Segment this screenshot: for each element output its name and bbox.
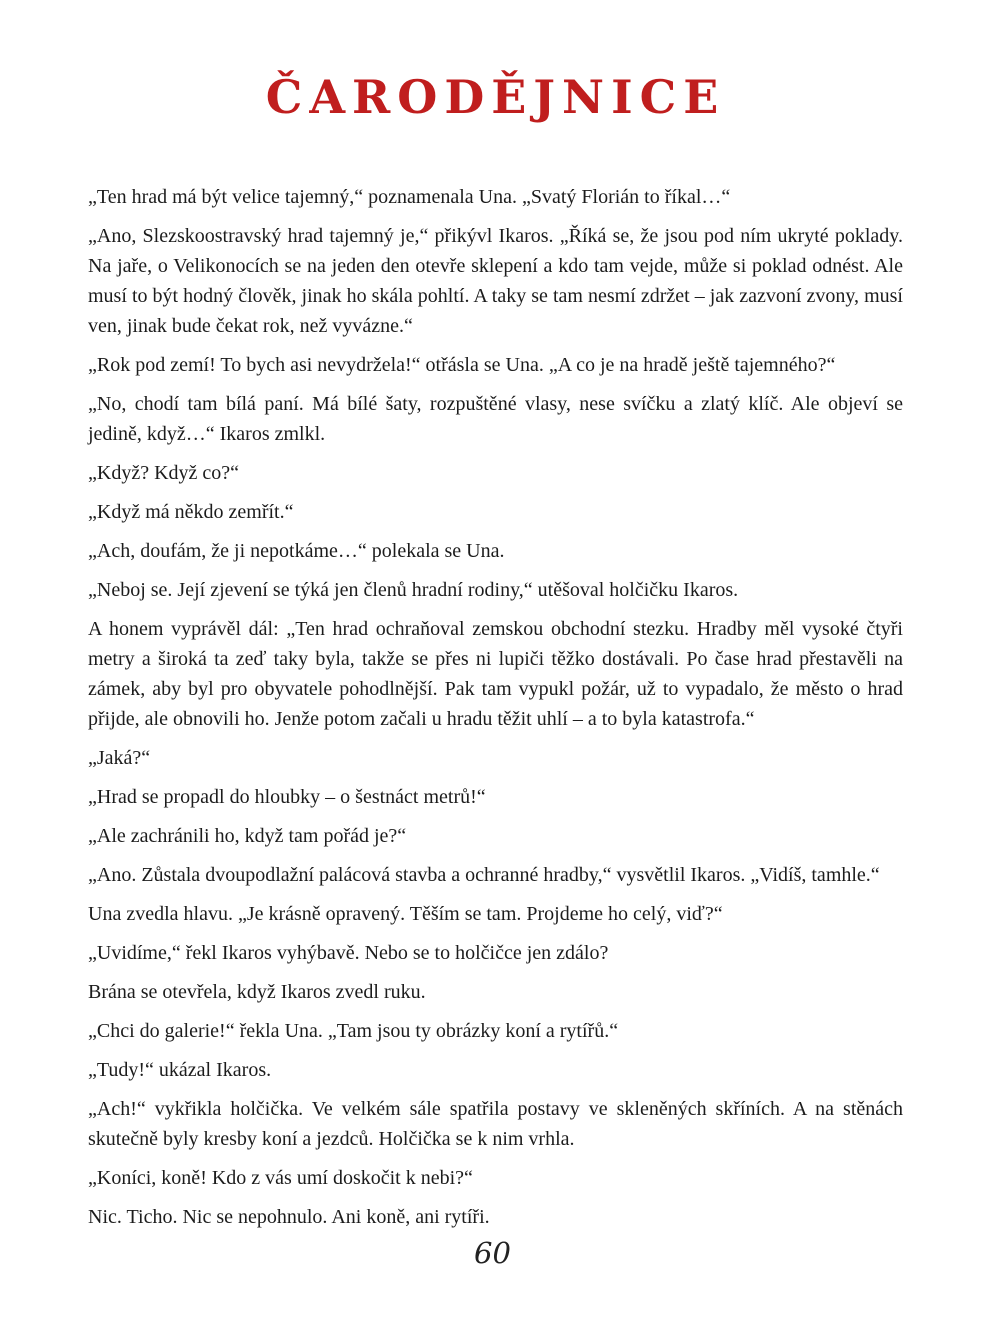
paragraph: „Rok pod zemí! To bych asi nevydržela!“ otřásla se Una. „A co je na hradě ještě tajemného?“ [88, 354, 836, 376]
paragraph: „Koníci, koně! Kdo z vás umí doskočit k nebi?“ [88, 1167, 473, 1189]
paragraph: Nic. Ticho. Nic se nepohnulo. Ani koně, ani rytíři. [88, 1206, 490, 1228]
paragraph: „Neboj se. Její zjevení se týká jen členů hradní rodiny,“ utěšoval holčičku Ikaros. [88, 579, 739, 601]
paragraph: „Ach, doufám, že ji nepotkáme…“ polekala se Una. [88, 540, 505, 562]
paragraph: A honem vyprávěl dál: „Ten hrad ochraňoval zemskou obchodní stezku. Hradby měl vysoké čtyři metry a široká ta zeď taky byla, takže se přes ni lupiči těžko dostávali. Po čase hrad přestavěli na zámek, aby byl pro obyvatele pohodlnější. Pak tam vypukl požár, už to vypadalo, že město o hrad přijde, ale obnovili ho. Jenže potom začali u hradu těžit uhlí – a to byla katastrofa.“ [88, 618, 903, 730]
paragraph: „Ach!“ vykřikla holčička. Ve velkém sále spatřila postavy ve skleněných skříních. A na stěnách skutečně byly kresby koní a jezdců. Holčička se k nim vrhla. [88, 1098, 903, 1150]
paragraph: Brána se otevřela, když Ikaros zvedl ruku. [88, 981, 426, 1003]
paragraph: „Ano. Zůstala dvoupodlažní palácová stavba a ochranné hradby,“ vysvětlil Ikaros. „Vidíš, tamhle.“ [88, 864, 880, 886]
chapter-title: ČARODĚJNICE [265, 70, 726, 124]
paragraph: „Ano, Slezskoostravský hrad tajemný je,“ přikývl Ikaros. „Říká se, že jsou pod ním ukryté poklady. Na jaře, o Velikonocích se na jeden den otevře sklepení a kdo tam vejde, může si poklad odnést. Ale musí to být hodný člověk, jinak ho skála pohltí. A taky se tam nesmí zdržet – jak zazvoní zvony, musí ven, jinak bude čekat rok, než vyvázne.“ [88, 225, 903, 337]
paragraph: Una zvedla hlavu. „Je krásně opravený. Těším se tam. Projdeme ho celý, viď?“ [88, 903, 723, 925]
paragraph: „No, chodí tam bílá paní. Má bílé šaty, rozpuštěné vlasy, nese svíčku a zlatý klíč. Ale objeví se jedině, když…“ Ikaros zmlkl. [88, 393, 903, 445]
paragraph: „Uvidíme,“ řekl Ikaros vyhýbavě. Nebo se to holčičce jen zdálo? [88, 942, 609, 964]
paragraph: „Ale zachránili ho, když tam pořád je?“ [88, 825, 407, 847]
paragraph: „Tudy!“ ukázal Ikaros. [88, 1059, 272, 1081]
story-text [88, 182, 903, 1232]
paragraph: „Chci do galerie!“ řekla Una. „Tam jsou ty obrázky koní a rytířů.“ [88, 1020, 619, 1042]
paragraph: „Ten hrad má být velice tajemný,“ poznamenala Una. „Svatý Florián to říkal…“ [88, 186, 731, 208]
paragraph: „Jaká?“ [88, 747, 151, 769]
page-number: 60 [474, 1236, 511, 1270]
paragraph: „Hrad se propadl do hloubky – o šestnáct metrů!“ [88, 786, 486, 808]
paragraph: „Když má někdo zemřít.“ [88, 501, 294, 523]
paragraph: „Když? Když co?“ [88, 462, 240, 484]
